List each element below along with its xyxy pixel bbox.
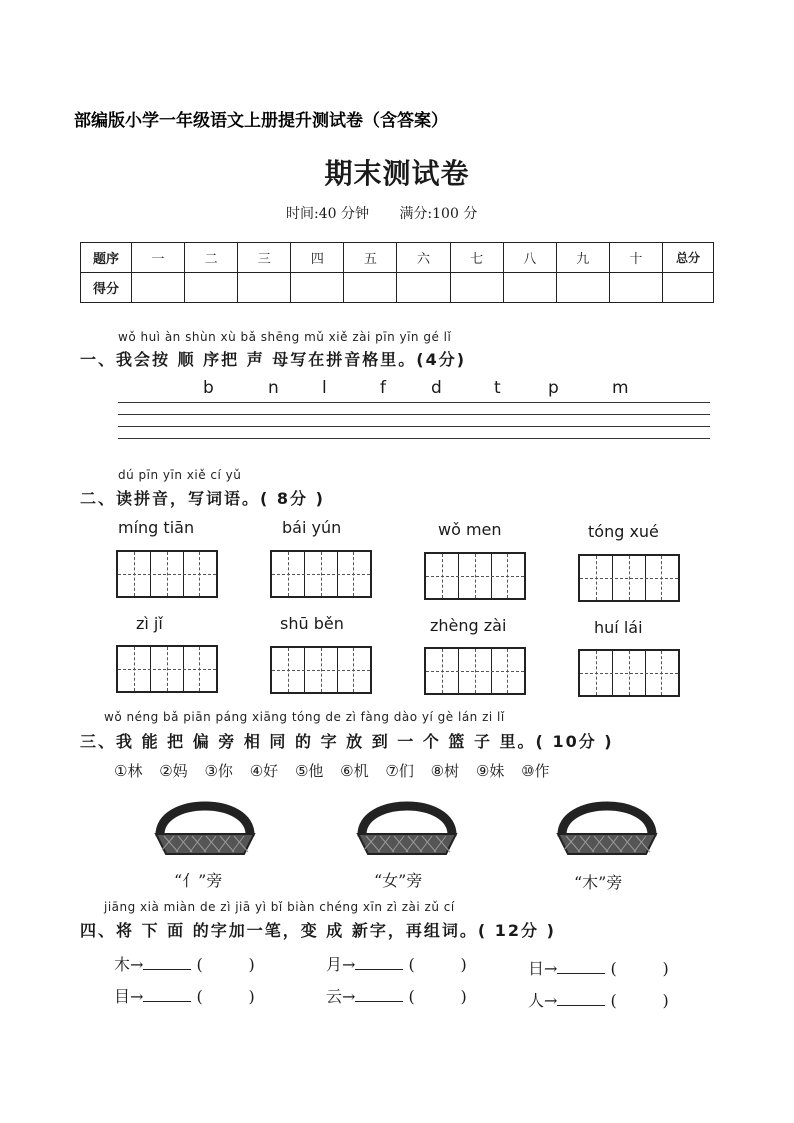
score-cell[interactable] (503, 273, 556, 303)
q2-word-pinyin: zì jǐ (136, 614, 163, 633)
score-table (80, 242, 714, 303)
q4-item (114, 952, 255, 975)
exam-full-score: 满分:100 分 (399, 206, 478, 222)
score-table-col: 三 (238, 243, 291, 273)
tianzige-grid[interactable] (270, 646, 372, 694)
char-item: ⑦们 (385, 762, 414, 780)
score-cell[interactable] (185, 273, 238, 303)
score-table-col: 一 (132, 243, 185, 273)
q4-char: 木→ (114, 955, 144, 974)
tianzige-grid[interactable] (116, 550, 218, 598)
header-title: 部编版小学一年级语文上册提升测试卷（含答案） (74, 111, 448, 131)
q3-char-list (114, 760, 562, 781)
char-item: ⑨妹 (475, 762, 505, 780)
letter: t (494, 378, 501, 398)
basket-label: “木”旁 (574, 873, 623, 892)
score-table-col: 七 (450, 243, 503, 273)
q4-item (528, 988, 669, 1011)
score-cell[interactable] (291, 273, 344, 303)
letter: l (322, 378, 327, 398)
q2-word-pinyin: bái yún (282, 518, 342, 537)
letter: d (431, 378, 442, 398)
tianzige-grid[interactable] (424, 647, 526, 695)
answer-blank[interactable] (355, 955, 403, 970)
char-item: ⑧树 (430, 762, 460, 780)
q2-word-pinyin: zhèng zài (430, 616, 507, 635)
q4-item (528, 956, 669, 979)
score-cell[interactable] (132, 273, 185, 303)
exam-time: 时间:40 分钟 (286, 206, 369, 222)
q3-heading: 三、我 能 把 偏 旁 相 同 的 字 放 到 一 个 篮 子 里。( 10分 ) (80, 732, 614, 751)
q4-heading: 四、将 下 面 的字加一笔，变 成 新字，再组词。( 12分 ) (80, 921, 556, 940)
answer-blank[interactable] (557, 991, 605, 1006)
word-parentheses[interactable]: ( ) (610, 991, 669, 1010)
q4-char: 月→ (326, 955, 356, 974)
tianzige-grid[interactable] (270, 550, 372, 598)
score-cell[interactable] (556, 273, 609, 303)
word-parentheses[interactable]: ( ) (196, 955, 255, 974)
letter: n (268, 378, 279, 398)
q2-word-pinyin: míng tiān (118, 518, 195, 537)
q1-pinyin: wǒ huì àn shùn xù bǎ shēng mǔ xiě zài pīn yīn gé lǐ (118, 330, 452, 344)
char-item: ⑤他 (294, 762, 324, 780)
q4-char: 目→ (114, 987, 144, 1006)
score-table-col: 二 (185, 243, 238, 273)
basket-icon[interactable] (552, 790, 662, 858)
tianzige-grid[interactable] (424, 552, 526, 600)
char-item: ①林 (114, 762, 143, 780)
q1-heading: 一、我会按 顺 序把 声 母写在拼音格里。(4分) (80, 350, 467, 369)
q4-pinyin: jiāng xià miàn de zì jiā yì bǐ biàn chéng xīn zì zài zǔ cí (104, 900, 455, 914)
tianzige-grid[interactable] (116, 645, 218, 693)
basket-label: “亻”旁 (174, 871, 223, 890)
score-table-row-label: 得分 (81, 273, 132, 303)
q3-pinyin: wǒ néng bǎ piān páng xiāng tóng de zì fàng dào yí gè lán zi lǐ (104, 710, 505, 724)
score-cell[interactable] (663, 273, 714, 303)
q4-item (326, 952, 467, 975)
char-item: ⑥机 (340, 762, 369, 780)
answer-blank[interactable] (143, 987, 191, 1002)
basket-icon[interactable] (150, 790, 260, 858)
score-table-row-label: 题序 (81, 243, 132, 273)
char-item: ⑩作 (521, 762, 550, 780)
score-table-col: 五 (344, 243, 397, 273)
score-cell[interactable] (397, 273, 450, 303)
tianzige-grid[interactable] (578, 554, 680, 602)
q4-item (114, 984, 255, 1007)
word-parentheses[interactable]: ( ) (408, 955, 467, 974)
basket-label: “女”旁 (374, 871, 423, 890)
score-table-score-row (81, 273, 714, 303)
q2-pinyin: dú pīn yīn xiě cí yǔ (118, 468, 242, 482)
score-table-header-row (81, 243, 714, 273)
exam-info (286, 203, 477, 223)
letter: m (612, 378, 629, 398)
score-table-col: 八 (503, 243, 556, 273)
score-table-total: 总分 (663, 243, 714, 273)
word-parentheses[interactable]: ( ) (610, 959, 669, 978)
score-table-col: 九 (556, 243, 609, 273)
q4-char: 云→ (326, 987, 356, 1006)
q4-char: 日→ (528, 959, 558, 978)
exam-title: 期末测试卷 (324, 157, 470, 190)
answer-blank[interactable] (143, 955, 191, 970)
score-table-col: 四 (291, 243, 344, 273)
q4-char: 人→ (528, 991, 558, 1010)
char-item: ④好 (249, 762, 279, 780)
q2-word-pinyin: huí lái (594, 618, 643, 637)
score-cell[interactable] (450, 273, 503, 303)
basket-icon[interactable] (352, 790, 462, 858)
score-cell[interactable] (609, 273, 662, 303)
q4-item (326, 984, 467, 1007)
score-cell[interactable] (238, 273, 291, 303)
q2-word-pinyin: shū běn (280, 614, 344, 633)
word-parentheses[interactable]: ( ) (196, 987, 255, 1006)
letter: p (548, 378, 559, 398)
score-table-col: 六 (397, 243, 450, 273)
q2-word-pinyin: wǒ men (438, 520, 502, 539)
q2-word-pinyin: tóng xué (588, 522, 659, 541)
score-table-col: 十 (609, 243, 662, 273)
char-item: ③你 (204, 762, 233, 780)
word-parentheses[interactable]: ( ) (408, 987, 467, 1006)
char-item: ②妈 (159, 762, 188, 780)
answer-blank[interactable] (557, 959, 605, 974)
q2-heading: 二、读拼音，写词语。( 8分 ) (80, 489, 325, 508)
letter: b (203, 378, 214, 398)
q1-pinyin-writing-lines[interactable] (118, 402, 710, 462)
answer-blank[interactable] (355, 987, 403, 1002)
score-cell[interactable] (344, 273, 397, 303)
tianzige-grid[interactable] (578, 649, 680, 697)
letter: f (380, 378, 386, 398)
